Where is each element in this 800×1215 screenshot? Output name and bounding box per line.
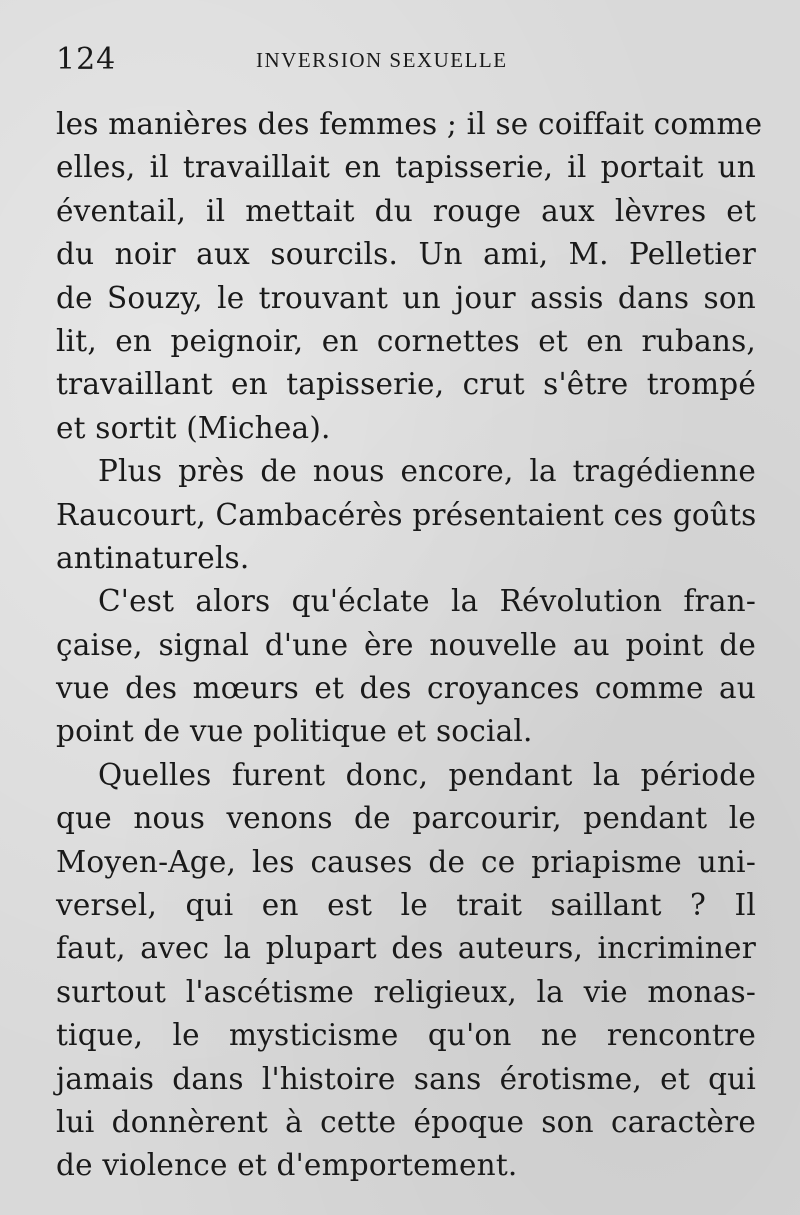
text-line: et sortit (Michea). bbox=[56, 410, 331, 445]
text-line: çaise, signal d'une ère nouvelle au point de bbox=[56, 627, 756, 662]
page-number: 124 bbox=[56, 42, 117, 77]
text-line: point de vue politique et social. bbox=[56, 714, 533, 749]
text-line: Quelles furent donc, pendant la période bbox=[98, 757, 756, 792]
text-line: éventail, il mettait du rouge aux lèvres et bbox=[56, 193, 756, 228]
text-line: lit, en peignoir, en cornettes et en rubans, bbox=[56, 323, 756, 358]
text-line: jamais dans l'histoire sans érotisme, et qui bbox=[56, 1061, 756, 1096]
text-line: de violence et d'emportement. bbox=[56, 1148, 518, 1183]
page-header bbox=[56, 40, 756, 80]
text-line: antinaturels. bbox=[56, 540, 250, 575]
text-line: que nous venons de parcourir, pendant le bbox=[56, 801, 756, 836]
text-line: faut, avec la plupart des auteurs, incriminer bbox=[56, 931, 756, 966]
text-line: versel, qui en est le trait saillant ? Il bbox=[56, 888, 756, 923]
body-text bbox=[56, 103, 763, 1188]
text-line: de Souzy, le trouvant un jour assis dans son bbox=[56, 280, 756, 315]
running-head: INVERSION SEXUELLE bbox=[256, 48, 508, 72]
text-line: travaillant en tapisserie, crut s'être trompé bbox=[56, 367, 756, 402]
text-line: Moyen-Age, les causes de ce priapisme uni- bbox=[56, 844, 756, 879]
text-line: elles, il travaillait en tapisserie, il portait un bbox=[56, 150, 756, 185]
text-line: lui donnèrent à cette époque son caractère bbox=[56, 1104, 756, 1139]
text-line: C'est alors qu'éclate la Révolution fran- bbox=[98, 584, 756, 619]
text-line: du noir aux sourcils. Un ami, M. Pelletier bbox=[56, 237, 756, 272]
text-line: vue des mœurs et des croyances comme au bbox=[56, 671, 756, 706]
text-line: surtout l'ascétisme religieux, la vie monas- bbox=[56, 974, 756, 1009]
text-line: Raucourt, Cambacérès présentaient ces goûts bbox=[56, 497, 757, 532]
text-line: Plus près de nous encore, la tragédienne bbox=[98, 454, 756, 489]
text-line: les manières des femmes ; il se coiffait comme bbox=[56, 107, 763, 141]
text-line: tique, le mysticisme qu'on ne rencontre bbox=[56, 1018, 756, 1053]
